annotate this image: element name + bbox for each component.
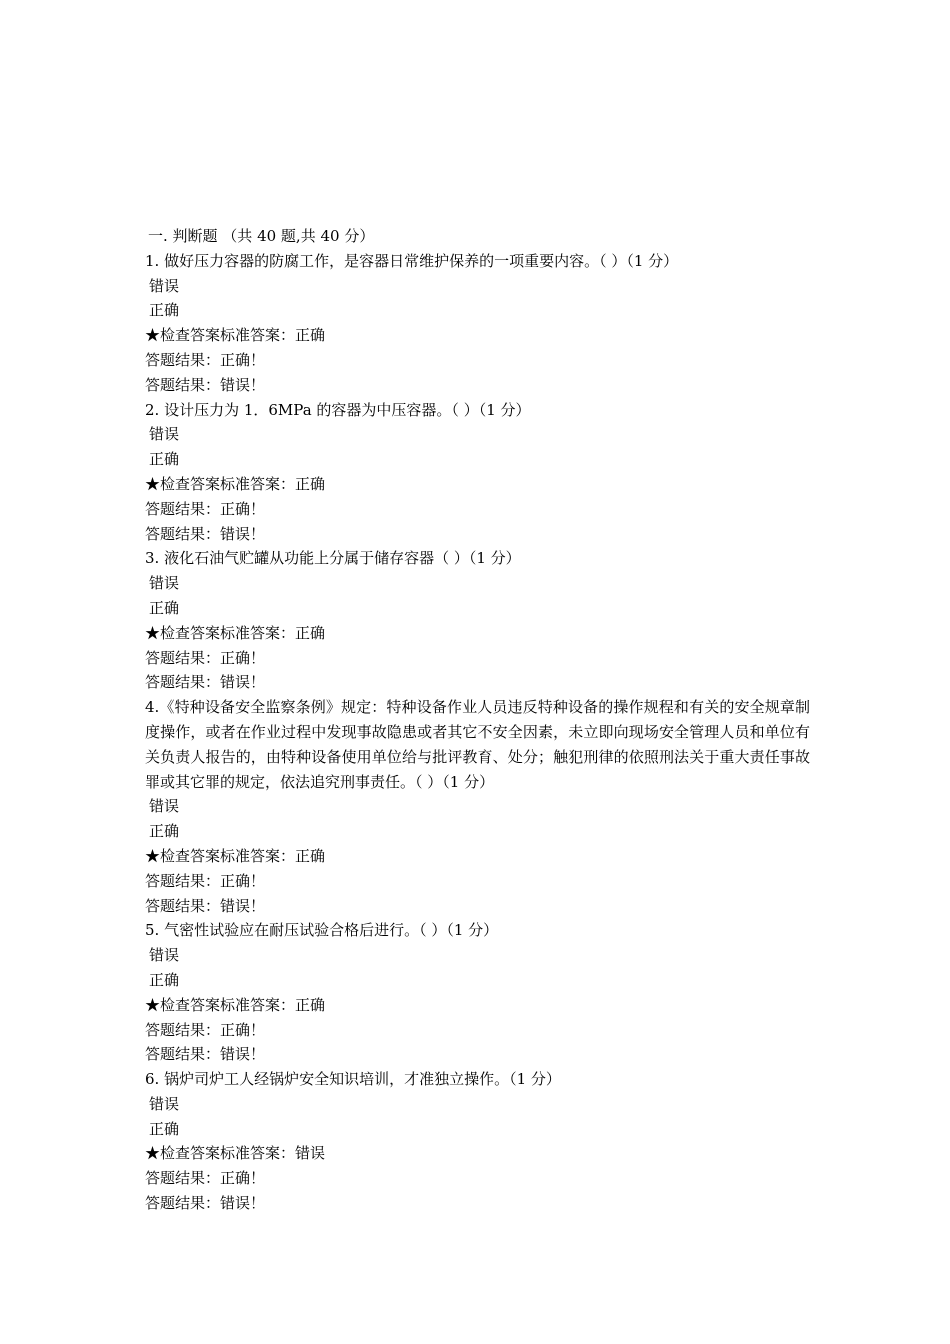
result-correct: 答题结果：正确！ (145, 499, 266, 518)
section-title: 一. 判断题 （共 40 题,共 40 分） (148, 227, 375, 245)
option-wrong[interactable]: 错误 (149, 946, 180, 965)
question-2 (145, 398, 810, 547)
option-wrong[interactable]: 错误 (149, 574, 180, 593)
option-wrong[interactable]: 错误 (149, 425, 180, 444)
question-text: 5. 气密性试验应在耐压试验合格后进行。（ ）（1 分） (145, 921, 499, 940)
result-correct: 答题结果：正确！ (145, 350, 266, 369)
question-text: 1. 做好压力容器的防腐工作，是容器日常维护保养的一项重要内容。（ ）（1 分） (145, 251, 679, 270)
option-wrong[interactable]: 错误 (149, 797, 180, 816)
question-text: 2. 设计压力为 1．6MPa 的容器为中压容器。（ ）（1 分） (145, 400, 531, 419)
option-right[interactable]: 正确 (149, 450, 180, 469)
standard-answer: ★检查答案标准答案：正确 (145, 623, 326, 642)
question-5 (145, 918, 810, 1067)
result-correct: 答题结果：正确！ (145, 1020, 266, 1039)
question-text: 4.《特种设备安全监察条例》规定：特种设备作业人员违反特种设备的操作规程和有关的安全规章制度操作，或者在作业过程中发现事故隐患或者其它不安全因素，未立即向现场安全管理人员和单位有关负责人报告的，由特种设备使用单位给与批评教育、处分；触犯刑律的依照刑法关于重大责任事故罪或其它罪的规定，依法追究刑事责任。（ ）（1 分） (145, 698, 810, 791)
question-text: 6. 锅炉司炉工人经锅炉安全知识培训，才准独立操作。（1 分） (145, 1070, 561, 1089)
standard-answer: ★检查答案标准答案：正确 (145, 846, 326, 865)
standard-answer: ★检查答案标准答案：正确 (145, 995, 326, 1014)
standard-answer: ★检查答案标准答案：正确 (145, 474, 326, 493)
option-right[interactable]: 正确 (149, 1119, 180, 1138)
question-3 (145, 546, 810, 695)
option-right[interactable]: 正确 (149, 301, 180, 320)
result-wrong: 答题结果：错误！ (145, 375, 266, 394)
result-correct: 答题结果：正确！ (145, 1169, 266, 1188)
result-correct: 答题结果：正确！ (145, 871, 266, 890)
question-6 (145, 1067, 810, 1216)
question-1 (145, 249, 810, 398)
option-right[interactable]: 正确 (149, 598, 180, 617)
result-wrong: 答题结果：错误！ (145, 524, 266, 543)
result-wrong: 答题结果：错误！ (145, 896, 266, 915)
option-wrong[interactable]: 错误 (149, 276, 180, 295)
result-wrong: 答题结果：错误！ (145, 1045, 266, 1064)
question-text: 3. 液化石油气贮罐从功能上分属于储存容器（ ）（1 分） (145, 549, 521, 568)
option-right[interactable]: 正确 (149, 822, 180, 841)
result-wrong: 答题结果：错误！ (145, 1194, 266, 1213)
option-right[interactable]: 正确 (149, 970, 180, 989)
standard-answer: ★检查答案标准答案：错误 (145, 1144, 326, 1163)
exam-content (145, 224, 810, 1216)
option-wrong[interactable]: 错误 (149, 1094, 180, 1113)
result-wrong: 答题结果：错误！ (145, 673, 266, 692)
question-4 (145, 695, 810, 918)
result-correct: 答题结果：正确！ (145, 648, 266, 667)
standard-answer: ★检查答案标准答案：正确 (145, 326, 326, 345)
